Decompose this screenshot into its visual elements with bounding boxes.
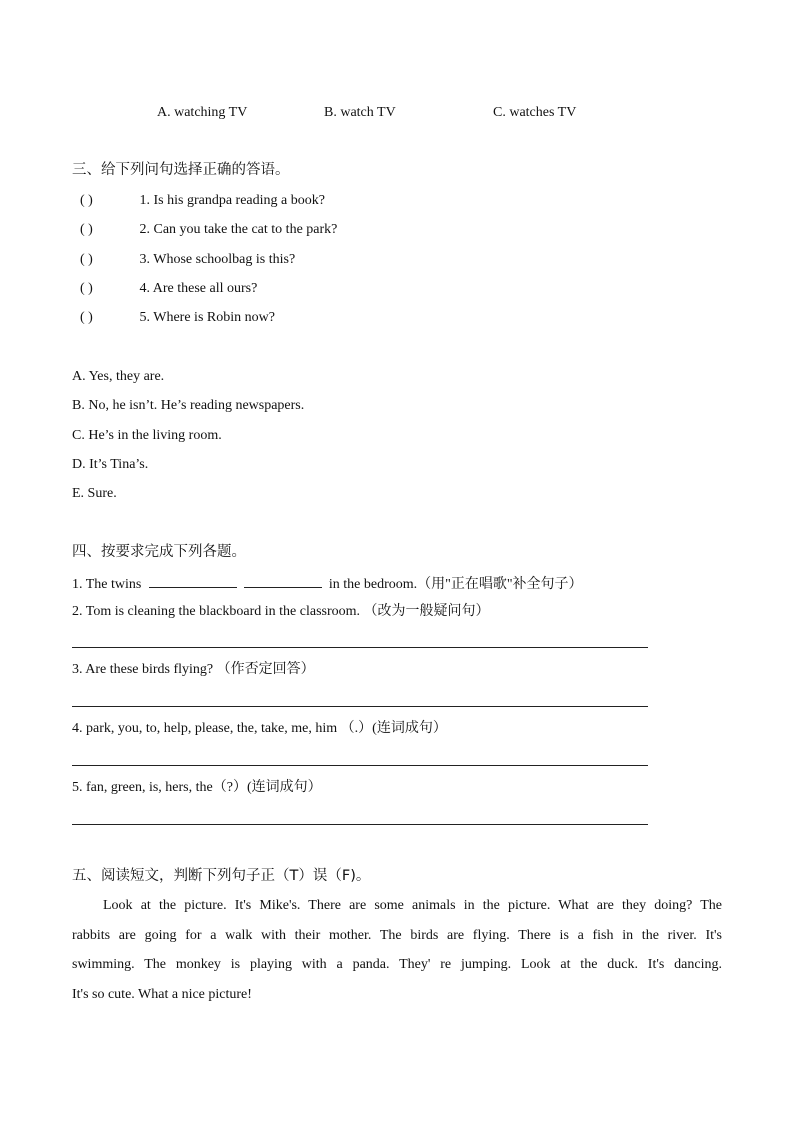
answer-option: A. Yes, they are.	[72, 369, 165, 384]
option-b: B. watch TV	[324, 105, 396, 120]
answer-option: D. It’s Tina’s.	[72, 457, 149, 472]
option-a: A. watching TV	[157, 105, 248, 120]
answer-paren[interactable]: ( )	[80, 281, 93, 296]
fill-blank-1[interactable]	[149, 573, 237, 588]
answer-line-5[interactable]	[72, 824, 648, 825]
section5-title: 五、阅读短文，判断下列句子正（T）误（F)。	[72, 868, 371, 884]
task-4: 4. park, you, to, help, please, the, take, me, him （.）(连词成句）	[72, 721, 447, 736]
question-row	[80, 221, 337, 239]
passage-line: It's so cute. What a nice picture!	[72, 986, 252, 1002]
fill-blank-2[interactable]	[244, 573, 322, 588]
passage-line: Look at the picture. It's Mike's. There are some animals in the picture. What are they doing? The	[103, 898, 722, 913]
task-1-prefix: 1. The twins	[72, 577, 142, 592]
answer-paren[interactable]: ( )	[80, 193, 93, 208]
answer-option: B. No, he isn’t. He’s reading newspapers.	[72, 398, 305, 413]
question-text: 2. Can you take the cat to the park?	[139, 222, 338, 237]
answer-option: E. Sure.	[72, 486, 117, 501]
passage-line: swimming. The monkey is playing with a panda. They' re jumping. Look at the duck. It's dancing.	[72, 957, 722, 972]
question-row	[80, 251, 295, 269]
section4-title: 四、按要求完成下列各题。	[72, 544, 246, 560]
question-text: 4. Are these all ours?	[139, 281, 258, 296]
task-3: 3. Are these birds flying? （作否定回答）	[72, 662, 315, 677]
task-1	[72, 573, 583, 594]
question-text: 3. Whose schoolbag is this?	[139, 252, 296, 267]
question-row	[80, 192, 325, 210]
task-1-suffix: in the bedroom.（用"正在唱歌"补全句子）	[328, 577, 583, 592]
answer-option: C. He’s in the living room.	[72, 428, 222, 443]
question-row	[80, 309, 275, 327]
task-2: 2. Tom is cleaning the blackboard in the classroom. （改为一般疑问句）	[72, 604, 490, 619]
answer-line-2[interactable]	[72, 647, 648, 648]
reading-passage	[72, 891, 722, 1009]
answer-paren[interactable]: ( )	[80, 252, 93, 267]
answer-paren[interactable]: ( )	[80, 310, 93, 325]
question-text: 1. Is his grandpa reading a book?	[139, 193, 325, 208]
question-row	[80, 280, 257, 298]
section3-title: 三、给下列问句选择正确的答语。	[72, 162, 290, 178]
answer-paren[interactable]: ( )	[80, 222, 93, 237]
answer-line-3[interactable]	[72, 706, 648, 707]
option-c: C. watches TV	[493, 105, 577, 120]
passage-line: rabbits are going for a walk with their mother. The birds are flying. There is a fish in the river. It's	[72, 927, 722, 943]
task-5: 5. fan, green, is, hers, the（?）(连词成句）	[72, 780, 322, 795]
question-text: 5. Where is Robin now?	[139, 310, 275, 325]
answer-line-4[interactable]	[72, 765, 648, 766]
